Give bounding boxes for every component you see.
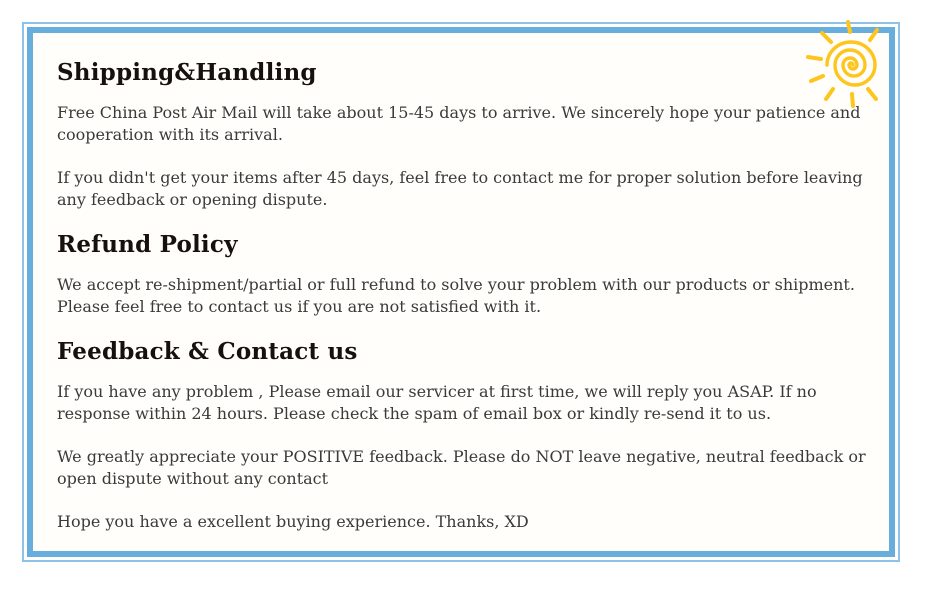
policy-panel: [33, 33, 889, 551]
outer-frame: [22, 22, 900, 562]
paragraph-shipping-1: Free China Post Air Mail will take about 15-45 days to arrive. We sincerely hope your patience and cooperation with its arrival.: [57, 103, 861, 144]
paragraph-shipping-2: If you didn't get your items after 45 days, feel free to contact me for proper solution before leaving any feedback or opening dispute.: [57, 168, 863, 209]
paragraph-feedback-1: If you have any problem , Please email our servicer at first time, we will reply you ASAP. If no response within 24 hours. Please check the spam of email box or kindly re-send it to us.: [57, 382, 817, 423]
section-heading-feedback-contact: Feedback & Contact us: [57, 338, 358, 365]
inner-frame: [27, 27, 895, 557]
paragraph-feedback-3: Hope you have a excellent buying experience. Thanks, XD: [57, 512, 529, 531]
paragraph-refund-1: We accept re-shipment/partial or full refund to solve your problem with our products or shipment. Please feel free to contact us if you are not satisfied with it.: [57, 275, 855, 316]
paragraph-feedback-2: We greatly appreciate your POSITIVE feedback. Please do NOT leave negative, neutral feedback or open dispute without any contact: [57, 447, 866, 488]
section-heading-shipping-handling: Shipping&Handling: [57, 59, 317, 86]
section-heading-refund-policy: Refund Policy: [57, 231, 238, 258]
